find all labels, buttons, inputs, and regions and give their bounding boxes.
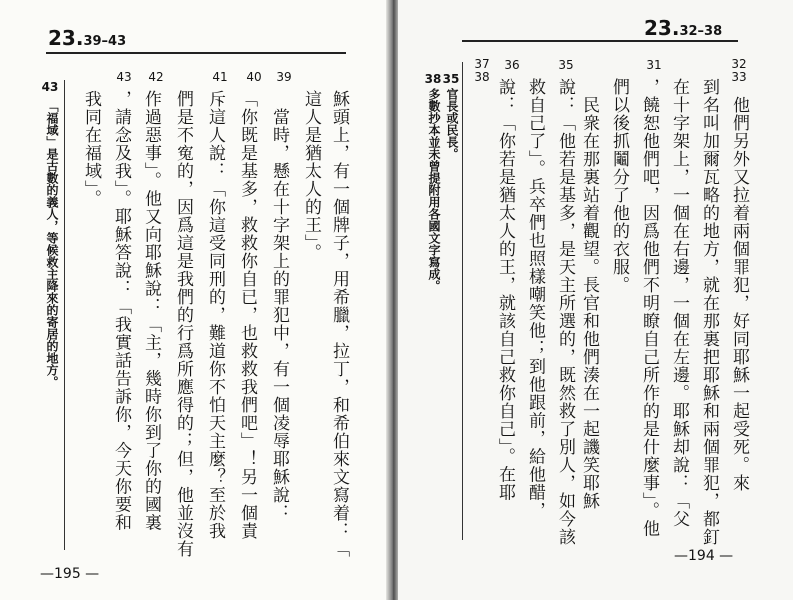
header-rule (46, 52, 346, 54)
text-column: 「你既是基多，救救你自已，也救救我們吧」！另一個責 (237, 90, 257, 540)
footnote-number: 43 (41, 80, 59, 94)
text-column: 他們另外又拉着兩個罪犯，好同耶穌一起受死。來 (729, 96, 749, 492)
chapter-reference: 23.32–38 (644, 16, 723, 40)
verse-number: 42 (148, 70, 164, 84)
right-page (398, 0, 793, 600)
text-column: ，饒恕他們吧，因爲他們不明瞭自己所作的是什麼事」。他 (639, 78, 659, 538)
text-column: 民衆在那裏站着觀望。長官和他們湊在一起譏笑耶穌 (579, 96, 599, 510)
page-number: —195 — (40, 566, 100, 582)
text-column: 作過惡事」。他又向耶穌說：「主，幾時你到了你的國裏 (141, 90, 161, 532)
page-number: —194 — (674, 548, 734, 564)
text-column: 說：「他若是基多，是天主所選的，既然救了別人，如今該 (555, 78, 575, 546)
text-column: 救自己了」。兵卒們也照樣嘲笑他；到他跟前，給他醋， (525, 78, 545, 520)
verse-number: 31 (646, 58, 662, 72)
footnote-divider (462, 62, 463, 540)
text-column: 到名叫加爾瓦略的地方，就在那裏把耶穌和兩個罪犯，都釘 (699, 78, 719, 546)
text-column: ，請念及我」。耶穌答說：「我實話告訴你，今天你要和 (111, 90, 131, 532)
text-column: 穌頭上，有一個牌子，用希臘，拉丁，和希伯來文寫着：「 (329, 90, 349, 558)
text-column: 斥這人說：「你這受同刑的，難道你不怕天主麼？至於我 (205, 90, 225, 540)
text-column: 們以後抓鬮分了他的衣服。 (609, 78, 629, 294)
footnote-number: 35 (442, 72, 460, 86)
left-page (0, 0, 388, 600)
verse-number: 41 (212, 70, 228, 84)
verse-number: 36 (504, 58, 520, 72)
verse-number: 43 (116, 70, 132, 84)
verse-number: 37 38 (474, 57, 490, 84)
footnote: 多數抄本並未曾提附用各國文字寫成。 (427, 88, 441, 292)
verse-number: 32 33 (731, 57, 747, 84)
footnote: 「福域」是古數的義人，等候救主降來的寄居的地方。 (45, 100, 59, 388)
text-column: 當時，懸在十字架上的罪犯中，有一個凌辱耶穌說： (269, 108, 289, 522)
footnote: 官長或民長。 (445, 88, 459, 160)
verse-number: 40 (246, 70, 262, 84)
text-column: 這人是猶太人的王」。 (301, 90, 321, 262)
text-column: 說：「你若是猶太人的王，就該自己救你自己」。在耶 (495, 78, 515, 502)
verse-number: 39 (276, 70, 292, 84)
verse-number: 35 (558, 58, 574, 72)
footnote-divider (64, 80, 65, 550)
text-column: 在十字架上，一個在右邊，一個在左邊。耶穌却說：「父 (669, 78, 689, 528)
text-column: 們是不寃的，因爲這是我們的行爲所應得的；但，他並沒有 (173, 90, 193, 558)
footnote-number: 38 (424, 72, 442, 86)
header-rule (462, 40, 738, 42)
text-column: 我同在福域」。 (81, 90, 101, 208)
chapter-reference: 23.39–43 (48, 26, 127, 50)
